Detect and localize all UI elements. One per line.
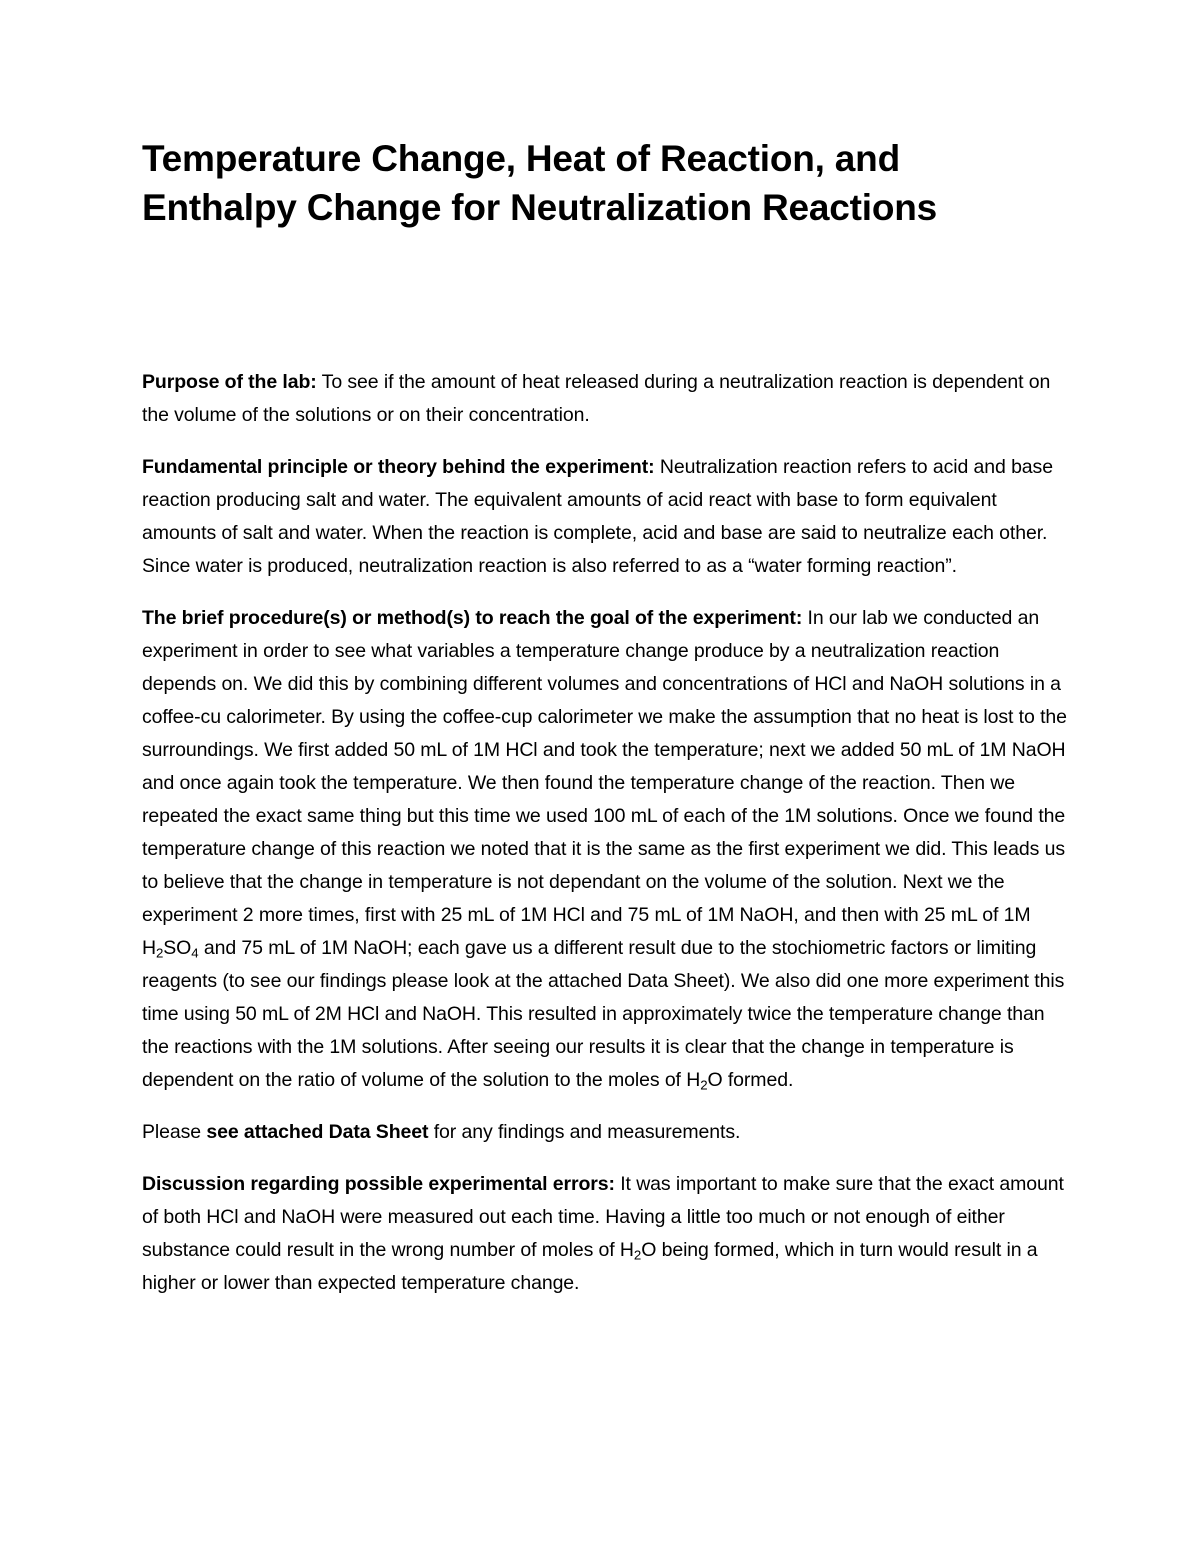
purpose-paragraph: [142, 366, 1067, 432]
procedure-text-3: and 75 mL of 1M NaOH; each gave us a different result due to the stochiometric factors or limiting reagents (to see our findings please look at the attached Data Sheet). We also did one more experiment this time using 50 mL of 2M HCl and NaOH. This resulted in approximately twice the temperature change than the reactions with the 1M solutions. After seeing our results it is clear that the change in temperature is dependent on the ratio of volume of the solution to the moles of H: [142, 937, 1065, 1091]
errors-text-1: It was important to make sure that the exact amount of both HCl and NaOH were measured out each time. Having a little too much or not enough of either substance could result in the wrong number of moles of H: [142, 1173, 1064, 1261]
procedure-paragraph: [142, 602, 1067, 1097]
data-sheet-note-suffix: for any findings and measurements.: [428, 1121, 741, 1143]
subscript: 4: [191, 945, 199, 961]
subscript: 2: [700, 1077, 708, 1093]
theory-label: Fundamental principle or theory behind the experiment:: [142, 456, 655, 478]
document-body: [142, 134, 1067, 1300]
purpose-label: Purpose of the lab:: [142, 371, 317, 393]
procedure-text-4: O formed.: [707, 1069, 794, 1091]
theory-paragraph: [142, 451, 1067, 583]
procedure-text-1: In our lab we conducted an experiment in order to see what variables a temperature change produce by a neutralization reaction depends on. We did this by combining different volumes and concentrations of HCl and NaOH solutions in a coffee-cu calorimeter. By using the coffee-cup calorimeter we make the assumption that no heat is lost to the surroundings. We first added 50 mL of 1M HCl and took the temperature; next we added 50 mL of 1M NaOH and once again took the temperature. We then found the temperature change of the reaction. Then we repeated the exact same thing but this time we used 100 mL of each of the 1M solutions. Once we found the temperature change of this reaction we noted that it is the same as the first experiment we did. This leads us to believe that the change in temperature is not dependant on the volume of the solution. Next we the experiment 2 more times, first with 25 mL of 1M HCl and 75 mL of 1M NaOH, and then with 25 mL of 1M H: [142, 607, 1067, 959]
errors-text-2: O being formed, which in turn would result in a higher or lower than expected temperature change.: [142, 1239, 1038, 1294]
theory-text: Neutralization reaction refers to acid and base reaction producing salt and water. The equivalent amounts of acid react with base to form equivalent amounts of salt and water. When the reaction is complete, acid and base are said to neutralize each other. Since water is produced, neutralization reaction is also referred to as a “water forming reaction”.: [142, 456, 1053, 577]
subscript: 2: [155, 945, 164, 961]
title-line-1: Temperature Change, Heat of Reaction, and: [142, 138, 900, 179]
errors-paragraph: [142, 1168, 1067, 1300]
data-sheet-note-prefix: Please: [142, 1121, 207, 1143]
data-sheet-reference: see attached Data Sheet: [206, 1121, 429, 1143]
errors-label: Discussion regarding possible experimental errors:: [142, 1173, 615, 1195]
purpose-text: To see if the amount of heat released during a neutralization reaction is dependent on the volume of the solutions or on their concentration.: [142, 371, 1051, 426]
document-title: [142, 134, 1067, 232]
title-line-2: Enthalpy Change for Neutralization Reactions: [142, 187, 938, 228]
procedure-text-2: SO: [163, 937, 192, 959]
procedure-label: The brief procedure(s) or method(s) to reach the goal of the experiment:: [142, 607, 803, 629]
data-sheet-note: [142, 1116, 1067, 1149]
subscript: 2: [633, 1247, 642, 1263]
